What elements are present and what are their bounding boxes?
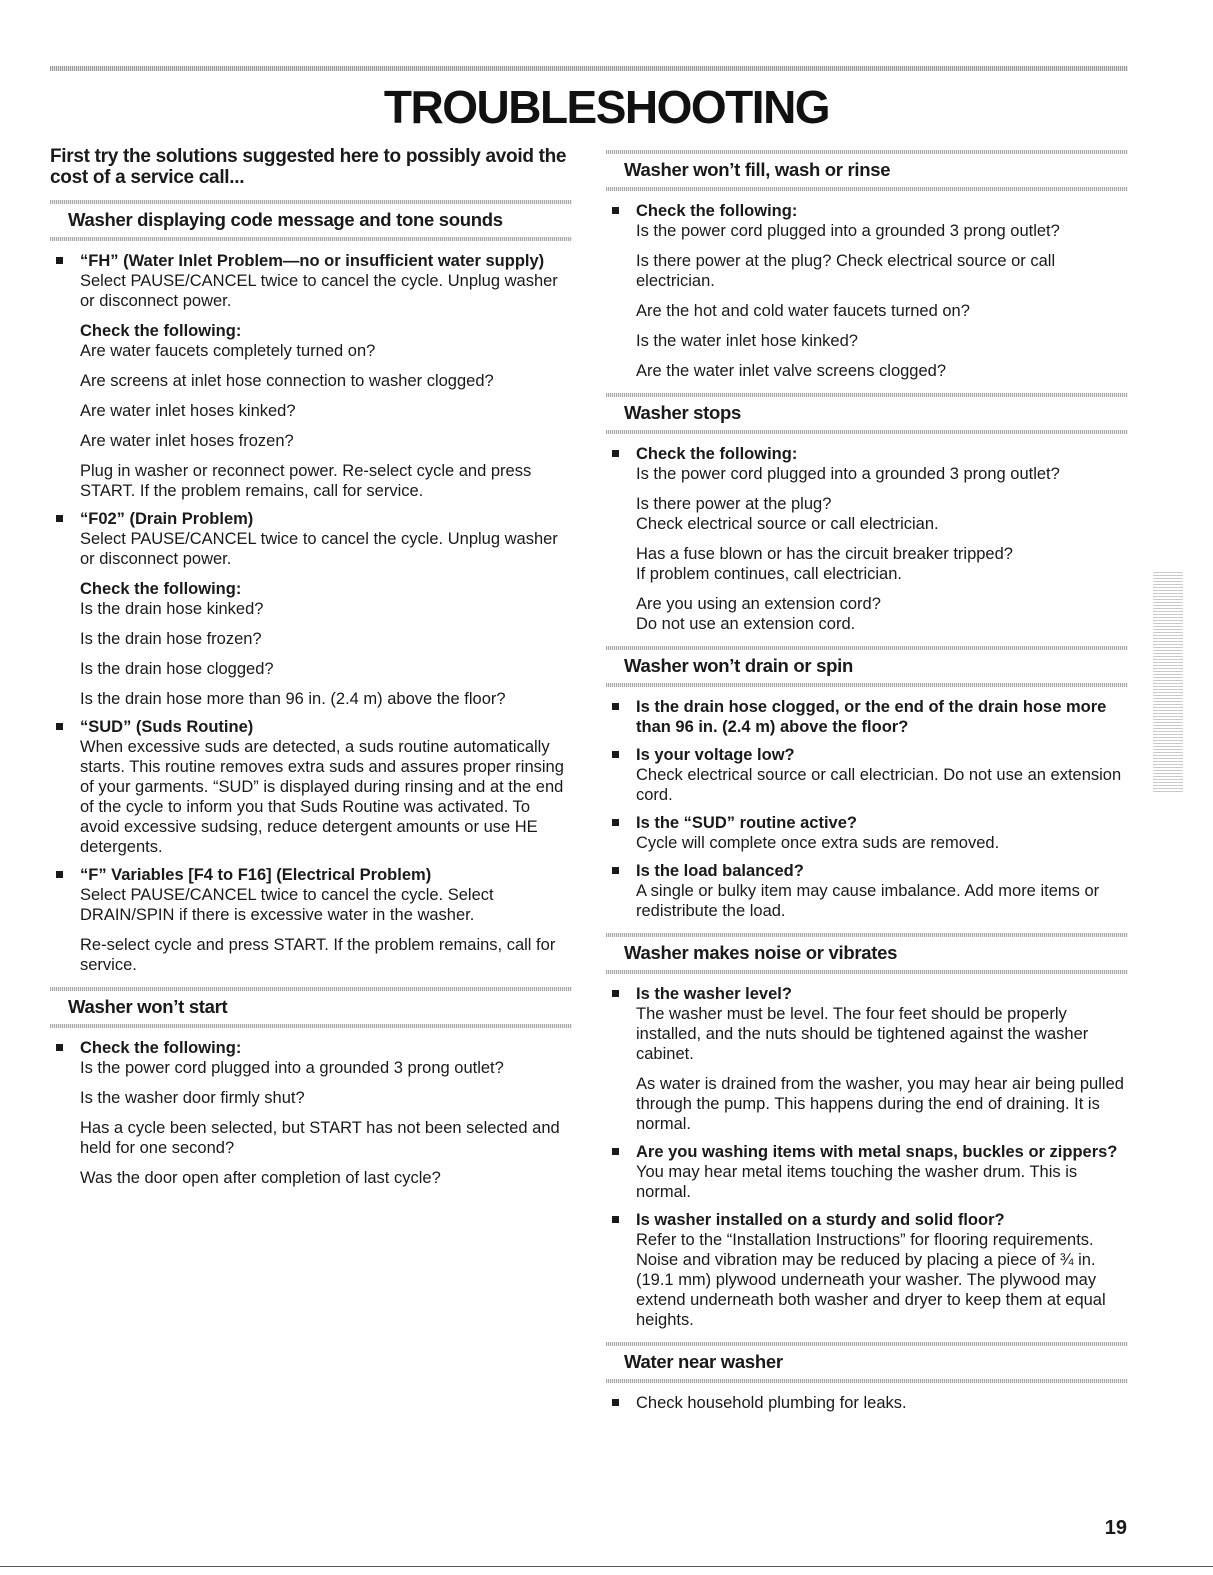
item-title: “FH” (Water Inlet Problem—no or insufficient water supply)	[80, 252, 545, 270]
bullet-icon	[56, 515, 63, 522]
item-title: Is washer installed on a sturdy and solid floor?	[636, 1211, 1005, 1229]
bullet-icon	[56, 723, 63, 730]
bullet-icon	[612, 1399, 619, 1406]
bullet-icon	[56, 257, 63, 264]
item-text: Select PAUSE/CANCEL twice to cancel the cycle. Unplug washer or disconnect power.	[80, 530, 558, 568]
list-item	[606, 984, 1128, 1134]
list-item	[606, 745, 1128, 805]
item-title: “SUD” (Suds Routine)	[80, 718, 254, 736]
item-text: Do not use an extension cord.	[636, 615, 856, 633]
list-item	[50, 509, 572, 709]
item-text: Are water faucets completely turned on?	[80, 342, 376, 360]
list-item	[606, 813, 1128, 853]
item-text: Is the water inlet hose kinked?	[636, 332, 858, 350]
item-text: Are you using an extension cord?	[636, 595, 881, 613]
bullet-icon	[612, 867, 619, 874]
item-text: Is there power at the plug? Check electrical source or call electrician.	[636, 252, 1056, 290]
section-heading-wont-drain: Washer won’t drain or spin	[606, 646, 1128, 687]
bullet-icon	[612, 207, 619, 214]
left-column	[50, 146, 572, 1196]
item-title: Check the following:	[636, 202, 798, 220]
bullet-icon	[612, 1148, 619, 1155]
item-title: Is the washer level?	[636, 985, 792, 1003]
item-title: Is the load balanced?	[636, 862, 804, 880]
bullet-icon	[612, 990, 619, 997]
list-item	[606, 1393, 1128, 1413]
intro-text: First try the solutions suggested here to possibly avoid the cost of a service call...	[50, 146, 567, 188]
item-text: Is there power at the plug?	[636, 495, 832, 513]
list-item	[50, 251, 572, 501]
item-text: Are water inlet hoses frozen?	[80, 432, 294, 450]
section-heading-code-message: Washer displaying code message and tone sounds	[50, 200, 572, 241]
section-heading-washer-stops: Washer stops	[606, 393, 1128, 434]
bullet-icon	[612, 751, 619, 758]
section-heading-wont-start: Washer won’t start	[50, 987, 572, 1028]
item-text: Is the drain hose kinked?	[80, 600, 264, 618]
item-text: Is the power cord plugged into a grounded 3 prong outlet?	[80, 1059, 504, 1077]
bullet-icon	[612, 703, 619, 710]
bullet-icon	[56, 871, 63, 878]
list-item	[606, 1142, 1128, 1202]
item-title: Is the drain hose clogged, or the end of the drain hose more than 96 in. (2.4 m) above the floor?	[636, 698, 1107, 736]
item-title: Is the “SUD” routine active?	[636, 814, 857, 832]
item-text: Are water inlet hoses kinked?	[80, 402, 296, 420]
item-text: Are the hot and cold water faucets turned on?	[636, 302, 970, 320]
item-text: Has a cycle been selected, but START has not been selected and held for one second?	[80, 1119, 560, 1157]
item-title: Check the following:	[80, 1039, 242, 1057]
language-side-tab	[1153, 572, 1183, 792]
item-title: “F” Variables [F4 to F16] (Electrical Problem)	[80, 866, 432, 884]
item-text: As water is drained from the washer, you may hear air being pulled through the pump. This happens during the end of draining. It is normal.	[636, 1075, 1124, 1133]
item-text: Has a fuse blown or has the circuit breaker tripped?	[636, 545, 1013, 563]
top-divider	[50, 66, 1128, 71]
item-title: Check the following:	[636, 445, 798, 463]
item-title: Is your voltage low?	[636, 746, 795, 764]
bottom-divider	[0, 1566, 1213, 1567]
list-item	[606, 201, 1128, 381]
section-heading-water-near: Water near washer	[606, 1342, 1128, 1383]
item-text: Is the drain hose clogged?	[80, 660, 274, 678]
item-text: Re-select cycle and press START. If the problem remains, call for service.	[80, 936, 556, 974]
item-text: Are the water inlet valve screens clogged?	[636, 362, 947, 380]
list-item	[50, 1038, 572, 1188]
list-item	[606, 861, 1128, 921]
bullet-icon	[56, 1044, 63, 1051]
item-text: Check household plumbing for leaks.	[636, 1394, 907, 1412]
list-item	[50, 717, 572, 857]
check-subhead: Check the following:	[80, 322, 242, 340]
list-item	[606, 1210, 1128, 1330]
check-subhead: Check the following:	[80, 580, 242, 598]
item-text: Is the drain hose more than 96 in. (2.4 m) above the floor?	[80, 690, 506, 708]
item-text: Was the door open after completion of last cycle?	[80, 1169, 441, 1187]
bullet-icon	[612, 1216, 619, 1223]
item-text: Select PAUSE/CANCEL twice to cancel the cycle. Select DRAIN/SPIN if there is excessive water in the washer.	[80, 886, 494, 924]
list-item	[50, 865, 572, 975]
item-text: Is the washer door firmly shut?	[80, 1089, 305, 1107]
item-text: Is the power cord plugged into a grounded 3 prong outlet?	[636, 222, 1060, 240]
item-text: The washer must be level. The four feet should be properly installed, and the nuts should be tightened against the washer cabinet.	[636, 1005, 1089, 1063]
item-title: Are you washing items with metal snaps, buckles or zippers?	[636, 1143, 1118, 1161]
item-text: Are screens at inlet hose connection to washer clogged?	[80, 372, 494, 390]
section-heading-wont-fill: Washer won’t fill, wash or rinse	[606, 150, 1128, 191]
item-text: Is the power cord plugged into a grounded 3 prong outlet?	[636, 465, 1060, 483]
item-text: Select PAUSE/CANCEL twice to cancel the cycle. Unplug washer or disconnect power.	[80, 272, 558, 310]
item-text: Plug in washer or reconnect power. Re-select cycle and press START. If the problem remains, call for service.	[80, 462, 532, 500]
right-column	[606, 150, 1128, 1421]
item-text: When excessive suds are detected, a suds routine automatically starts. This routine removes extra suds and assures proper rinsing of your garments. “SUD” is displayed during rinsing and at the end of the cycle to inform you that Suds Routine was activated. To avoid excessive sudsing, reduce detergent amounts or use HE detergents.	[80, 738, 564, 856]
bullet-icon	[612, 819, 619, 826]
item-text: If problem continues, call electrician.	[636, 565, 902, 583]
item-text: Check electrical source or call electrician.	[636, 515, 939, 533]
item-text: Refer to the “Installation Instructions” for flooring requirements. Noise and vibration may be reduced by placing a piece of ¾ in. (19.1 mm) plywood underneath your washer. The plywood may extend underneath both washer and dryer to keep them at equal heights.	[636, 1231, 1106, 1329]
list-item	[606, 444, 1128, 634]
section-heading-noise-vibrates: Washer makes noise or vibrates	[606, 933, 1128, 974]
item-text: Cycle will complete once extra suds are removed.	[636, 834, 1000, 852]
item-text: Is the drain hose frozen?	[80, 630, 262, 648]
item-text: You may hear metal items touching the washer drum. This is normal.	[636, 1163, 1078, 1201]
list-item	[606, 697, 1128, 737]
item-title: “F02” (Drain Problem)	[80, 510, 254, 528]
page-number: 19	[1104, 1517, 1127, 1539]
item-text: Check electrical source or call electrician. Do not use an extension cord.	[636, 766, 1122, 804]
page-title: TROUBLESHOOTING	[383, 81, 830, 133]
bullet-icon	[612, 450, 619, 457]
item-text: A single or bulky item may cause imbalance. Add more items or redistribute the load.	[636, 882, 1100, 920]
